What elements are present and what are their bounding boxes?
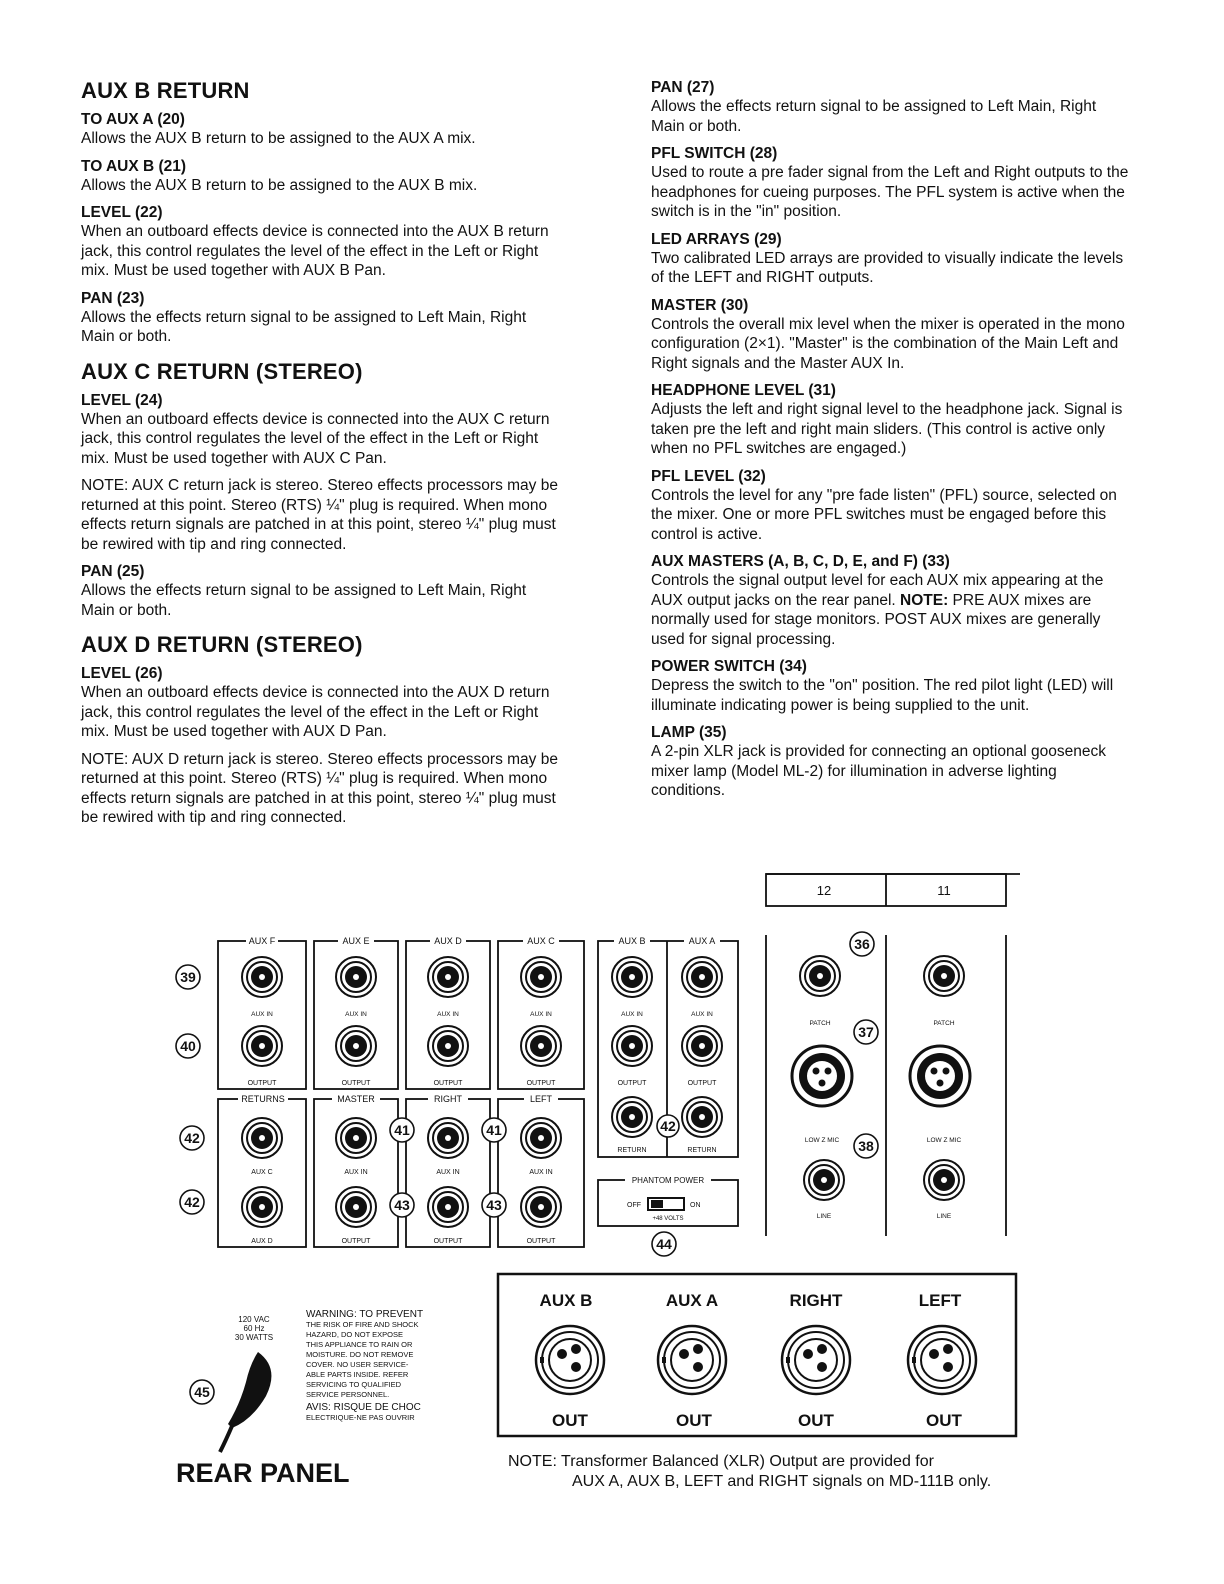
svg-text:SERVICE PERSONNEL.: SERVICE PERSONNEL.: [306, 1390, 390, 1399]
out-label: OUT: [926, 1411, 962, 1430]
svg-text:MOISTURE. DO NOT REMOVE: MOISTURE. DO NOT REMOVE: [306, 1350, 414, 1359]
entry-title: PFL LEVEL (32): [651, 467, 766, 485]
return-label: RETURN: [617, 1147, 647, 1154]
entry-text: Depress the switch to the "on" position. The red pilot light (LED) will illuminate indicating power is being supplied to the unit.: [651, 677, 1114, 714]
output-label: OUTPUT: [341, 1080, 371, 1087]
entry-text: Allows the effects return signal to be assigned to Left Main, Right Main or both.: [81, 582, 527, 619]
entry: [651, 467, 1129, 545]
aux-in-label: AUX IN: [691, 1011, 713, 1018]
phantom-power-label: PHANTOM POWER: [631, 1176, 705, 1185]
left-column: [81, 78, 559, 838]
svg-text:41: 41: [486, 1122, 502, 1138]
entry-text: Allows the AUX B return to be assigned to the AUX A mix.: [81, 130, 476, 147]
bottom-note-line: AUX A, AUX B, LEFT and RIGHT signals on MD-111B only.: [572, 1473, 992, 1490]
xlr-aux-a-label: AUX A: [665, 1291, 719, 1310]
bottom-note-line: NOTE: Transformer Balanced (XLR) Output are provided for: [508, 1453, 934, 1470]
entry: [81, 110, 559, 149]
entry-title: LED ARRAYS (29): [651, 230, 782, 248]
entry: [651, 230, 1129, 288]
entry: [81, 562, 559, 620]
svg-text:42: 42: [184, 1194, 200, 1210]
entry-text: Used to route a pre fader signal from the Left and Right outputs to the headphones for cueing purposes. The PFL system is active when the switch is in the "in" position.: [651, 164, 1129, 220]
callout-36: [850, 932, 874, 956]
callout-45: [190, 1380, 214, 1404]
entry-text: Adjusts the left and right signal level to the headphone jack. Signal is taken pre the left and right main sliders. (This control is active only when no PFL switches are engaged.): [651, 401, 1123, 457]
xlr-aux-b-label: AUX B: [539, 1291, 593, 1310]
aux-d-label: AUX D: [434, 936, 462, 946]
entry: [81, 391, 559, 555]
entry: [651, 78, 1129, 136]
aux-c-small-label: AUX C: [251, 1169, 273, 1176]
callout-41: [482, 1118, 506, 1142]
off-label: OFF: [627, 1202, 641, 1209]
svg-text:42: 42: [660, 1118, 676, 1134]
xlr-output-connectors: [536, 1326, 976, 1394]
callout-44: [652, 1232, 676, 1256]
svg-text:ABLE PARTS INSIDE. REFER: ABLE PARTS INSIDE. REFER: [306, 1370, 409, 1379]
entry-text: Controls the level for any "pre fade listen" (PFL) source, selected on the mixer. One or more PFL switches must be engaged before this control is active.: [651, 486, 1117, 543]
section-heading: AUX D RETURN (STEREO): [81, 632, 363, 657]
callout-43: [482, 1193, 506, 1217]
entry-title: LEVEL (24): [81, 391, 163, 409]
left-label: LEFT: [529, 1094, 553, 1104]
channel-12-label: 12: [816, 883, 832, 898]
aux-f-label: AUX F: [248, 936, 276, 946]
entry-title: AUX MASTERS (A, B, C, D, E, and F) (33): [651, 553, 950, 570]
channel-jacks: [792, 956, 970, 1200]
on-label: ON: [690, 1202, 701, 1209]
entry: [651, 144, 1129, 222]
entry-text: When an outboard effects device is connected into the AUX C return jack, this control regulates the level of the effect in the Left or Right mix. Must be used together with AUX C Pan.: [81, 410, 550, 467]
aux-d-small-label: AUX D: [251, 1238, 273, 1245]
aux-b-group-label: AUX B: [618, 936, 646, 946]
svg-text:44: 44: [656, 1236, 672, 1252]
output-label: OUTPUT: [617, 1080, 647, 1087]
svg-text:COVER. NO USER SERVICE-: COVER. NO USER SERVICE-: [306, 1360, 409, 1369]
entry-text: When an outboard effects device is connected into the AUX D return jack, this control regulates the level of the effect in the Left or Right mix. Must be used together with AUX D Pan.: [81, 684, 550, 740]
aux-d-return-section: [81, 632, 559, 828]
entry-note: NOTE: AUX C return jack is stereo. Stereo effects processors may be returned at this point. Stereo (RTS) ¼" plug is required. When mono effects return signals are patched in at this point, stereo ¼" plug must be rewired with tip and ring connected.: [81, 477, 558, 553]
aux-in-label: AUX IN: [530, 1011, 552, 1018]
power-cord-icon: [220, 1352, 271, 1452]
entry: [81, 157, 559, 196]
entry-title: LEVEL (22): [81, 204, 163, 221]
entry: [651, 552, 1129, 649]
entry-title: PAN (23): [81, 289, 145, 307]
low-z-mic-label: LOW Z MIC: [926, 1137, 962, 1144]
entry-text: A 2-pin XLR jack is provided for connecting an optional gooseneck mixer lamp (Model ML-2) for illumination in adverse lighting conditions.: [651, 743, 1106, 799]
aux-c-return-section: [81, 359, 559, 621]
section-heading: AUX C RETURN (STEREO): [81, 358, 363, 384]
xlr-left-label: LEFT: [918, 1291, 962, 1310]
out-label: OUT: [798, 1411, 834, 1430]
svg-text:THE RISK OF FIRE AND SHOCK: THE RISK OF FIRE AND SHOCK: [306, 1320, 419, 1329]
entry-title: POWER SWITCH (34): [651, 658, 807, 675]
entry-title: PFL SWITCH (28): [651, 145, 778, 162]
callout-42: [180, 1126, 204, 1150]
entry-title: PAN (27): [651, 79, 715, 96]
svg-text:ELECTRIQUE-NE PAS OUVRIR: ELECTRIQUE-NE PAS OUVRIR: [306, 1413, 415, 1422]
callout-42: [180, 1190, 204, 1214]
section-heading: AUX B RETURN: [81, 78, 250, 103]
output-label: OUTPUT: [341, 1238, 371, 1245]
entry-title: HEADPHONE LEVEL (31): [651, 382, 836, 399]
svg-text:SERVICING TO QUALIFIED: SERVICING TO QUALIFIED: [306, 1380, 402, 1389]
aux-in-label: AUX IN: [436, 1169, 460, 1176]
entry: [651, 381, 1129, 459]
entry-title: TO AUX B (21): [81, 157, 187, 175]
channel-11-label: 11: [937, 883, 951, 898]
entry-text: Controls the overall mix level when the mixer is operated in the mono configuration (2×1). "Master" is the combination of the Main Left and Right signals and the Master AUX In.: [651, 315, 1125, 372]
power-rating: 60 Hz: [243, 1324, 265, 1333]
right-label: RIGHT: [434, 1094, 462, 1104]
aux-in-label: AUX IN: [345, 1011, 367, 1018]
entry: [651, 657, 1129, 715]
callout-43: [390, 1193, 414, 1217]
aux-a-group-label: AUX A: [688, 936, 716, 946]
right-column: [651, 78, 1129, 809]
callout-38: [854, 1134, 878, 1158]
returns-label: RETURNS: [241, 1094, 285, 1104]
output-label: OUTPUT: [526, 1238, 556, 1245]
output-label: OUTPUT: [433, 1080, 463, 1087]
entry-text: Two calibrated LED arrays are provided to visually indicate the levels of the LEFT and RIGHT outputs.: [651, 249, 1124, 286]
callout-39: [176, 965, 200, 989]
out-label: OUT: [676, 1411, 712, 1430]
svg-text:36: 36: [854, 936, 870, 952]
svg-text:HAZARD, DO NOT EXPOSE: HAZARD, DO NOT EXPOSE: [306, 1330, 403, 1339]
volts-label: +48 VOLTS: [652, 1216, 684, 1222]
svg-text:43: 43: [394, 1197, 410, 1213]
aux-c-label: AUX C: [527, 936, 555, 946]
entry-text-part: Controls the signal output level for each AUX mix appearing at the AUX output jacks on the rear panel.: [651, 572, 1104, 609]
svg-text:40: 40: [180, 1038, 196, 1054]
aux-in-label: AUX IN: [621, 1011, 643, 1018]
entry-title: PAN (25): [81, 563, 145, 580]
aux-in-label: AUX IN: [437, 1011, 459, 1018]
power-rating: 30 WATTS: [234, 1333, 274, 1342]
svg-text:43: 43: [486, 1197, 502, 1213]
low-z-mic-label: LOW Z MIC: [804, 1137, 840, 1144]
bottom-note: [508, 1452, 1038, 1492]
entry-title: LEVEL (26): [81, 665, 163, 682]
svg-text:45: 45: [194, 1384, 210, 1400]
line-label: LINE: [816, 1213, 832, 1220]
aux-in-label: AUX IN: [251, 1011, 273, 1018]
aux-in-label: AUX IN: [344, 1169, 368, 1176]
aux-b-return-section: [81, 78, 559, 347]
power-rating: 120 VAC: [238, 1315, 270, 1324]
output-label: OUTPUT: [433, 1238, 463, 1245]
entry-title: LAMP (35): [651, 724, 727, 741]
callout-37: [854, 1020, 878, 1044]
callout-42: [657, 1115, 679, 1137]
out-label: OUT: [552, 1411, 588, 1430]
patch-label: PATCH: [933, 1020, 955, 1027]
patch-label: PATCH: [809, 1020, 831, 1027]
note-label: NOTE:: [900, 591, 949, 609]
master-label: MASTER: [337, 1094, 375, 1104]
callout-40: [176, 1034, 200, 1058]
entry: [81, 664, 559, 828]
output-label: OUTPUT: [247, 1080, 277, 1087]
entry-title: MASTER (30): [651, 296, 749, 314]
svg-text:41: 41: [394, 1122, 410, 1138]
entry-text-part: PRE AUX mixes are normally used for stage monitors. POST AUX mixes are generally used for signal processing.: [651, 591, 1101, 648]
return-label: RETURN: [687, 1147, 717, 1154]
entry: [651, 723, 1129, 801]
entry-text: Allows the AUX B return to be assigned to the AUX B mix.: [81, 176, 478, 194]
svg-text:WARNING: TO PREVENT: WARNING: TO PREVENT: [306, 1309, 424, 1320]
entry-text: Allows the effects return signal to be assigned to Left Main, Right Main or both.: [81, 308, 527, 345]
entry-text: [651, 571, 1129, 649]
entry: [651, 296, 1129, 374]
rear-panel-title: REAR PANEL: [176, 1458, 350, 1488]
output-label: OUTPUT: [687, 1080, 717, 1087]
svg-text:42: 42: [184, 1130, 200, 1146]
entry-title: TO AUX A (20): [81, 111, 185, 128]
entry: [81, 203, 559, 281]
svg-text:THIS APPLIANCE TO RAIN OR: THIS APPLIANCE TO RAIN OR: [306, 1340, 413, 1349]
aux-in-label: AUX IN: [529, 1169, 553, 1176]
xlr-right-label: RIGHT: [789, 1291, 843, 1310]
svg-text:39: 39: [180, 969, 196, 985]
aux-e-label: AUX E: [342, 936, 370, 946]
entry-text: When an outboard effects device is connected into the AUX B return jack, this control regulates the level of the effect in the Left or Right mix. Must be used together with AUX B Pan.: [81, 223, 549, 279]
entry-note: NOTE: AUX D return jack is stereo. Stereo effects processors may be returned at this point. Stereo (RTS) ¼" plug is required. When mono effects return signals are patched in at this point, stereo ¼" plug must be rewired with tip and ring connected.: [81, 750, 558, 826]
line-label: LINE: [936, 1213, 952, 1220]
phantom-power-switch: [625, 1174, 711, 1222]
svg-text:37: 37: [858, 1024, 874, 1040]
svg-text:38: 38: [858, 1138, 874, 1154]
entry-text: Allows the effects return signal to be assigned to Left Main, Right Main or both.: [651, 98, 1097, 135]
callout-41: [390, 1118, 414, 1142]
svg-text:AVIS: RISQUE DE CHOC: AVIS: RISQUE DE CHOC: [306, 1402, 421, 1413]
output-label: OUTPUT: [526, 1080, 556, 1087]
warning-text: [306, 1309, 423, 1422]
entry: [81, 289, 559, 347]
